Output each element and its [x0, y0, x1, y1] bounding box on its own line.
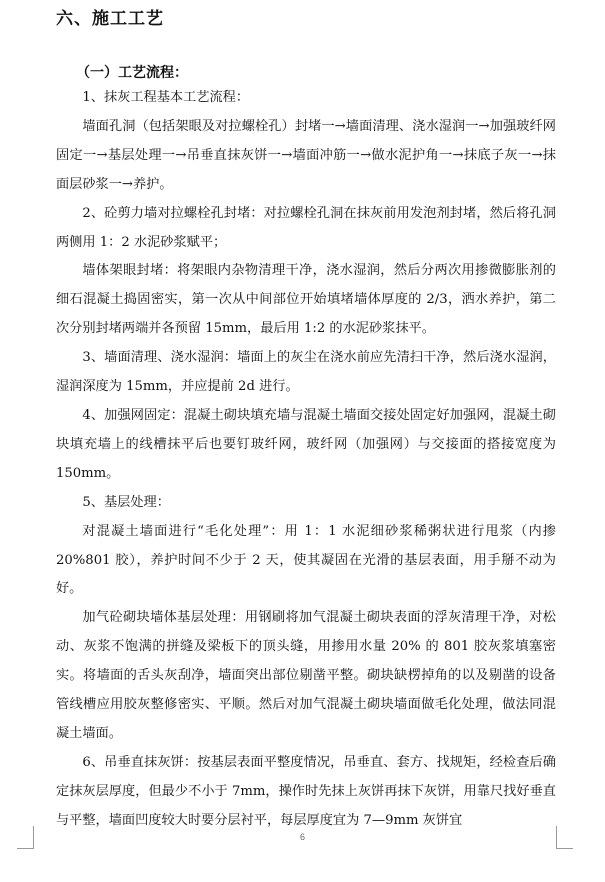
subsection-heading: （一）工艺流程：: [76, 65, 188, 81]
paragraph-mesh-fixing: 4、加强网固定：混凝土砌块填充墙与混凝土墙面交接处固定好加强网，混凝土砌块填充墙上的线槽抹平后也要钉玻纤网，玻纤网（加强网）与交接面的搭接宽度为 150mm。: [56, 407, 556, 481]
page-number: 6: [299, 832, 305, 842]
paragraph-aerated-block-treatment: 加气砼砌块墙体基层处理：用钢刷将加气混凝土砌块表面的浮灰清理干净，对松动、灰浆不饱满的拼缝及梁板下的顶头缝，用掺用水量 20% 的 801 胶灰浆填塞密实。将墙面的舌头灰刮净，墙面突出部位剔凿平整。砌块缺楞掉角的以及剔凿的设备管线槽应用胶灰整修密实、平顺。然后对加气混凝土砌块墙面做毛化处理，做法同混凝土墙面。: [56, 610, 556, 741]
paragraph-plumb-plaster-pads: 6、吊垂直抹灰饼：按基层表面平整度情况，吊垂直、套方、找规矩，经检查后确定抹灰层厚度，但最少不小于 7mm，操作时先抹上灰饼再抹下灰饼，用靠尺找好垂直与平整，墙面凹度较大时要分层衬平，每层厚度宜为 7—9mm 灰饼宜: [56, 754, 556, 828]
paragraph-wall-cleaning: 3、墙面清理、浇水湿润：墙面上的灰尘在浇水前应先清扫干净，然后浇水湿润，湿润深度为 15mm，并应提前 2d 进行。: [56, 350, 556, 395]
section-heading: 六、施工工艺: [56, 9, 164, 29]
paragraph-base-treatment-title: 5、基层处理：: [82, 494, 170, 510]
paragraph-bolt-hole-sealing: 2、砼剪力墙对拉螺栓孔封堵：对拉螺栓孔洞在抹灰前用发泡剂封堵，然后将孔洞两侧用 1：2 水泥砂浆赋平；: [56, 205, 556, 250]
paragraph-flow-title: 1、抹灰工程基本工艺流程：: [82, 90, 250, 105]
paragraph-scaffold-hole-sealing: 墙体架眼封堵：将架眼内杂物清理干净，浇水湿润，然后分两次用掺微膨胀剂的细石混凝土捣固密实，第一次从中间部位开始填堵墙体厚度的 2/3，洒水养护，第二次分别封堵两端并各预留 15mm，最后用 1:2 的水泥砂浆抹平。: [56, 263, 556, 337]
document-body: [56, 84, 556, 836]
paragraph-flow-steps: 墙面孔洞（包括架眼及对拉螺栓孔）封堵一→墙面清理、浇水湿润一→加强玻纤网固定一→基层处理一→吊垂直抹灰饼一→墙面冲筋一→做水泥护角一→抹底子灰一→抹面层砂浆一→养护。: [56, 118, 556, 192]
paragraph-concrete-roughening: 对混凝土墙面进行“毛化处理”：用 1：1 水泥细砂浆稀粥状进行甩浆（内掺 20%801 胶），养护时间不少于 2 天，使其凝固在光滑的基层表面，用手掰不动为好。: [56, 523, 556, 597]
